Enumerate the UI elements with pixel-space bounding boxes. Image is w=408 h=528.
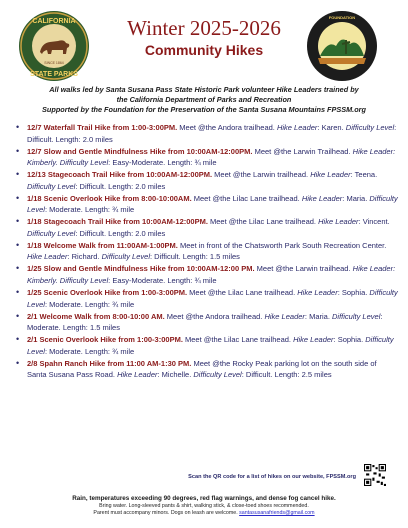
hike-difficulty-label: Difficulty Level: [59, 276, 109, 286]
hike-item: [14, 263, 398, 286]
hike-leader-label: Hike Leader: Kimberly.: [27, 264, 396, 286]
hike-difficulty: : Easy-Moderate. Length: ¾ mile: [108, 158, 217, 168]
hike-item: [14, 334, 398, 357]
logo-text-bottom: STATE PARKS: [30, 71, 78, 78]
page-subtitle: Community Hikes: [144, 42, 264, 58]
hike-title: 1/18 Scenic Overlook Hike from 8:00-10:00AM.: [27, 193, 192, 203]
hike-leader-label: Hike Leader: [297, 288, 338, 298]
hike-title: 2/8 Spahn Ranch Hike from 11:00 AM-1:30 PM.: [27, 358, 192, 368]
hike-difficulty: : Difficult. Length: 1.5 miles: [150, 252, 240, 262]
hike-leader: : Vincent.: [358, 217, 390, 227]
hike-difficulty-label: Difficulty Level: [27, 228, 76, 238]
hike-item: [14, 216, 398, 239]
intro-line-3: Supported by the Foundation for the Preservation of the Santa Susana Mountains FPSSM.org: [42, 105, 366, 115]
footer-bring-note: Bring water. Long-sleeved pants & shirt, walking stick, & close-toed shoes recommended.: [99, 503, 309, 509]
hike-difficulty-label: Difficulty Level: [27, 181, 76, 191]
hike-meeting-point: Meet in front of the Chatsworth Park South Recreation Center.: [177, 240, 387, 250]
hike-difficulty-label: Difficulty Level: [27, 193, 398, 215]
intro-text: [14, 85, 394, 116]
footer: [14, 494, 394, 517]
hike-title: 12/13 Stagecoach Trail Hike from 10:00AM-12:00PM.: [27, 170, 213, 180]
logo-text-top: CALIFORNIA: [32, 18, 76, 25]
hike-leader-label: Hike Leader: [293, 335, 334, 345]
hike-item: [14, 169, 398, 192]
foundation-logo-text: FOUNDATION: [328, 15, 356, 20]
hike-difficulty: : Moderate. Length: ¾ mile: [44, 205, 135, 215]
hike-meeting-point: Meet @the Lilac Lane trailhead.: [187, 288, 298, 298]
hike-meeting-point: Meet @the Andora trailhead.: [177, 123, 277, 132]
hike-leader-label: Hike Leader: Kimberly.: [27, 146, 396, 168]
hike-leader: : Sophia.: [333, 335, 366, 345]
hike-leader-label: Hike Leader: [318, 217, 359, 227]
hike-meeting-point: Meet @the Lilac Lane trailhead.: [191, 193, 302, 203]
hike-difficulty: : Easy-Moderate. Length: ¾ mile: [108, 276, 217, 286]
hike-item: [14, 193, 398, 216]
hike-title: 2/1 Scenic Overlook Hike from 1:00-3:00PM.: [27, 335, 183, 345]
qr-code[interactable]: [364, 464, 386, 486]
hike-leader: : Karen.: [317, 123, 346, 132]
hike-leader-label: Hike Leader: [117, 370, 158, 380]
contact-email-link[interactable]: santasusanafriends@gmail.com: [239, 510, 315, 516]
hike-list: [14, 122, 398, 381]
hike-meeting-point: Meet @the Larwin Trailhead.: [252, 146, 353, 156]
hike-leader: : Sophia.: [337, 288, 370, 298]
hike-title: 1/18 Stagecoach Trail Hike from 10:00AM-12:00PM.: [27, 217, 208, 227]
hike-difficulty-label: Difficulty Level: [345, 123, 395, 132]
hike-leader: : Michelle.: [157, 370, 194, 380]
hike-difficulty: : Difficult. Length: 2.0 miles: [27, 123, 397, 144]
hike-item: [14, 146, 398, 169]
intro-line-2: the California Department of Parks and Recreation: [116, 95, 292, 105]
hike-difficulty-label: Difficulty Level: [193, 370, 242, 380]
california-state-parks-logo: [18, 10, 90, 82]
hike-title: 12/7 Slow and Gentle Mindfulness Hike from 10:00AM-12:00PM.: [27, 146, 253, 156]
hike-difficulty-label: Difficulty Level: [27, 335, 394, 356]
hike-item: [14, 311, 398, 334]
hike-meeting-point: Meet @the Rocky Peak parking lot on the south side of Santa Susana Pass Road.: [27, 358, 377, 380]
foundation-logo: [306, 10, 378, 82]
hike-leader-label: Hike Leader: [27, 252, 68, 262]
hike-leader: : Maria.: [342, 193, 370, 203]
hike-title: 1/25 Slow and Gentle Mindfulness Hike from 10:00AM-12:00 PM.: [27, 264, 255, 274]
hike-difficulty-label: Difficulty Level: [332, 311, 381, 321]
page-title: Winter 2025-2026: [127, 16, 281, 40]
footer-cancel-note: Rain, temperatures exceeding 90 degrees, red flag warnings, and dense fog cancel hike.: [72, 495, 336, 502]
hike-difficulty: : Moderate. Length: 1.5 miles: [27, 311, 383, 333]
qr-note: Scan the QR code for a list of hikes on our website, FPSSM.org: [188, 474, 356, 480]
hike-leader: : Richard.: [67, 252, 102, 262]
hike-meeting-point: Meet @the Andora trailhead.: [164, 311, 265, 321]
hike-difficulty: : Moderate. Length: ¾ mile: [44, 299, 135, 309]
hike-difficulty: : Moderate. Length: ¾ mile: [44, 346, 135, 356]
footer-contact-note: [14, 510, 394, 517]
hike-difficulty-label: Difficulty Level: [27, 288, 398, 309]
hike-leader: : Maria.: [304, 311, 333, 321]
hike-item: [14, 122, 398, 145]
intro-line-1: All walks led by Santa Susana Pass State Historic Park volunteer Hike Leaders trained by: [49, 85, 359, 94]
hike-leader-label: Hike Leader: [276, 123, 318, 132]
hike-meeting-point: Meet @the Larwin trailhead.: [212, 170, 311, 180]
hike-difficulty: : Difficult. Length: 2.5 miles: [241, 370, 332, 380]
page-header: [0, 0, 408, 82]
hike-meeting-point: Meet @the Lilac Lane trailhead.: [182, 335, 294, 345]
hike-leader-label: Hike Leader: [310, 170, 351, 180]
hike-item: [14, 240, 398, 263]
hike-title: 12/7 Waterfall Trail Hike from 1:00-3:00PM.: [27, 123, 178, 132]
hike-difficulty: : Difficult. Length: 2.0 miles: [75, 228, 166, 238]
hike-difficulty-label: Difficulty Level: [59, 158, 109, 168]
hike-difficulty: : Difficult. Length: 2.0 miles: [75, 181, 166, 191]
hike-leader-label: Hike Leader: [264, 311, 305, 321]
logo-since: SINCE 1864: [44, 61, 64, 65]
hike-title: 2/1 Welcome Walk from 8:00-10:00 AM.: [27, 311, 165, 321]
hike-leader: : Teena.: [350, 170, 378, 180]
footer-contact-text: Parent must accompany minors. Dogs on leash are welcome.: [93, 510, 240, 516]
hike-leader-label: Hike Leader: [301, 193, 343, 203]
hike-meeting-point: Meet @the Larwin trailhead.: [254, 264, 353, 274]
hike-meeting-point: Meet @the Lilac Lane trailhead.: [207, 217, 319, 227]
hike-title: 1/25 Scenic Overlook Hike from 1:00-3:00PM.: [27, 288, 188, 298]
hike-item: [14, 358, 398, 381]
hike-title: 1/18 Welcome Walk from 11:00AM-1:00PM.: [27, 240, 178, 250]
hike-item: [14, 287, 398, 310]
hike-difficulty-label: Difficulty Level: [101, 252, 150, 262]
